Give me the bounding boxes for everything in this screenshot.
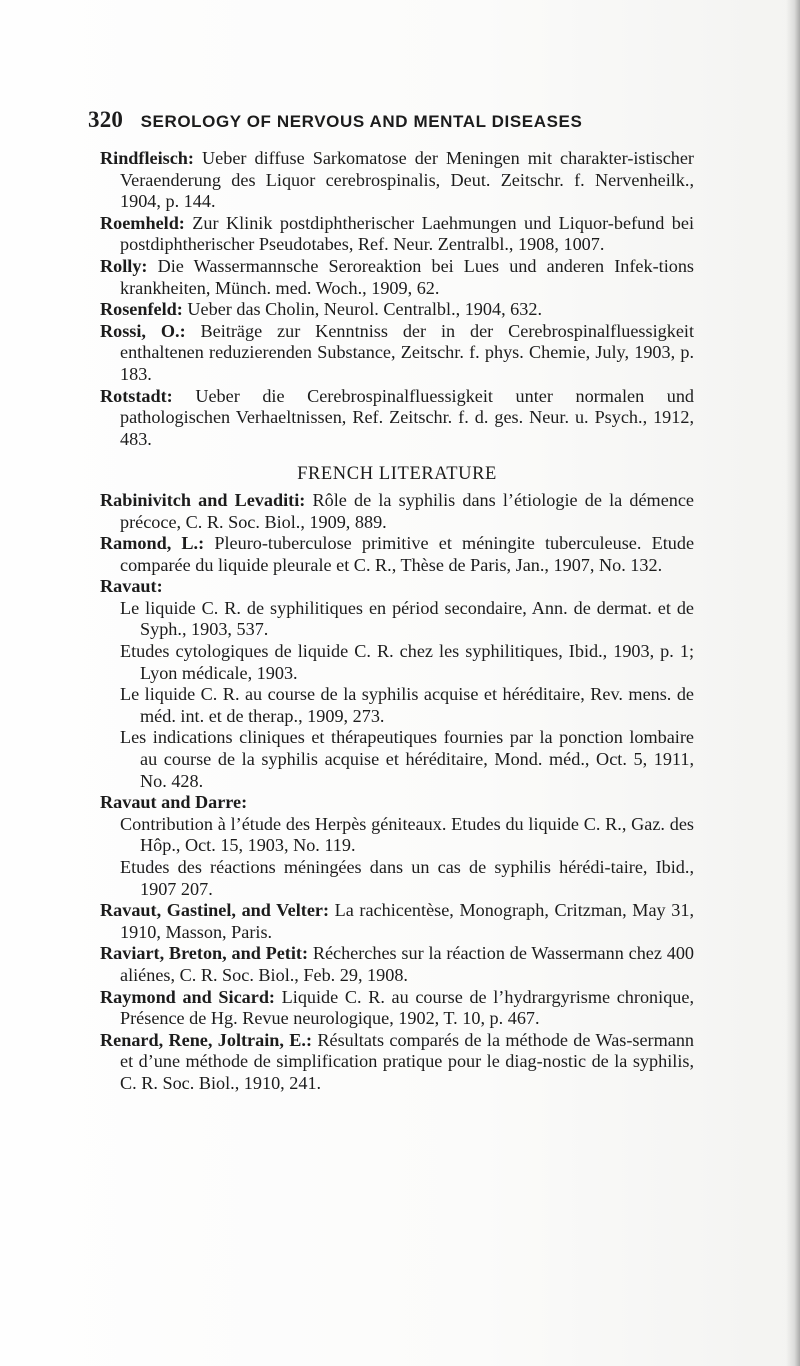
- bib-text: Ueber das Cholin, Neurol. Centralbl., 1904, 632.: [187, 299, 543, 320]
- bib-author: Rindfleisch:: [100, 148, 194, 168]
- bib-text: Rôle de la syphilis dans l’étiologie de la démence précoce, C. R. Soc. Biol., 1909, 889.: [120, 489, 695, 532]
- bib-entry: [100, 1030, 694, 1095]
- french-entries: [100, 490, 694, 1095]
- bib-subentry: Etudes cytologiques de liquide C. R. chez les syphilitiques, Ibid., 1903, p. 1; Lyon médicale, 1903.: [120, 641, 694, 683]
- bib-author: Raviart, Breton, and Petit:: [100, 943, 309, 964]
- bib-text: Beiträge zur Kenntniss der in der Cerebrospinalfluessigkeit enthaltenen reduzierenden Substance, Zeitschr. f. phys. Chemie, July, 1903, p. 183.: [120, 320, 695, 384]
- bib-author: Ravaut and Darre:: [100, 792, 248, 813]
- bib-entry: [100, 792, 694, 814]
- bib-text: Ueber die Cerebrospinalfluessigkeit unter normalen und pathologischen Verhaeltnissen, Ref. Zeitschr. f. d. ges. Neur. u. Psych., 1912, 483.: [120, 385, 695, 449]
- bib-subentry: Les indications cliniques et thérapeutiques fournies par la ponction lombaire au course de la syphilis acquise et héréditaire, Mond. méd., Oct. 5, 1911, No. 428.: [120, 727, 694, 791]
- page-number: 320: [88, 107, 124, 132]
- bib-text: Zur Klinik postdiphtherischer Laehmungen und Liquor-befund bei postdiphtherischer Pseudotabes, Ref. Neur. Zentralbl., 1908, 1007.: [120, 212, 694, 255]
- bib-author: Rosenfeld:: [100, 299, 183, 320]
- bib-author: Ravaut, Gastinel, and Velter:: [100, 900, 330, 921]
- bib-text: Pleuro-tuberculose primitive et méningite tuberculeuse. Etude comparée du liquide pleurale et C. R., Thèse de Paris, Jan., 1907, No. 132.: [120, 533, 695, 575]
- bib-text: La rachicentèse, Monograph, Critzman, May 31, 1910, Masson, Paris.: [120, 900, 694, 942]
- bib-entry: [100, 256, 694, 299]
- bib-text: Liquide C. R. au course de l’hydrargyrisme chronique, Présence de Hg. Revue neurologique, 1902, T. 10, p. 467.: [120, 986, 695, 1029]
- bib-entry: [100, 148, 694, 213]
- bib-author: Renard, Rene, Joltrain, E.:: [100, 1029, 313, 1050]
- page-edge-shadow: [786, 0, 800, 1366]
- bib-author: Rolly:: [100, 255, 148, 276]
- bib-text: Résultats comparés de la méthode de Was-sermann et d’une méthode de simplification pratique pour le diag-nostic de la syphilis, C. R. Soc. Biol., 1910, 241.: [120, 1029, 695, 1093]
- bib-entry: [100, 900, 694, 943]
- bib-subentry: Le liquide C. R. de syphilitiques en périod secondaire, Ann. de dermat. et de Syph., 1903, 537.: [120, 597, 694, 640]
- bib-author: Rossi, O.:: [100, 320, 186, 341]
- bib-author: Ramond, L.:: [100, 533, 205, 554]
- bib-subentry: Etudes des réactions méningées dans un cas de syphilis hérédi-taire, Ibid., 1907 207.: [120, 857, 694, 899]
- bib-text: Die Wassermannsche Seroreaktion bei Lues und anderen Infek-tions krankheiten, Münch. med. Woch., 1909, 62.: [120, 255, 695, 298]
- bib-entry: [100, 533, 694, 576]
- bib-entry: [100, 321, 694, 386]
- bib-text: Récherches sur la réaction de Wassermann chez 400 aliénes, C. R. Soc. Biol., Feb. 29, 1908.: [120, 943, 695, 985]
- bib-entry: [100, 490, 694, 533]
- bib-author: Rotstadt:: [100, 385, 173, 406]
- bib-author: Rabinivitch and Levaditi:: [100, 489, 306, 510]
- section-heading-french: FRENCH LITERATURE: [297, 464, 497, 485]
- page-header: [88, 107, 708, 133]
- bib-entry: [100, 386, 694, 451]
- bibliography: [100, 148, 694, 1095]
- german-entries: [100, 148, 694, 450]
- bib-text: Ueber diffuse Sarkomatose der Meningen mit charakter-istischer Veraenderung des Liquor cerebrospinalis, Deut. Zeitschr. f. Nervenheilk., 1904, p. 144.: [120, 148, 694, 212]
- bib-author: Ravaut:: [100, 576, 163, 597]
- running-title: SEROLOGY OF NERVOUS AND MENTAL DISEASES: [140, 112, 583, 131]
- bib-entry: [100, 943, 694, 986]
- bib-author: Raymond and Sicard:: [100, 986, 275, 1007]
- bib-author: Roemheld:: [100, 212, 185, 233]
- bib-entry: [100, 299, 694, 321]
- bib-subentry: Le liquide C. R. au course de la syphilis acquise et héréditaire, Rev. mens. de méd. int. et de therap., 1909, 273.: [120, 684, 694, 726]
- bib-subentry: Contribution à l’étude des Herpès géniteaux. Etudes du liquide C. R., Gaz. des Hôp., Oct. 15, 1903, No. 119.: [120, 813, 694, 856]
- bib-entry: [100, 213, 694, 256]
- bib-entry: [100, 987, 694, 1030]
- bib-entry: [100, 576, 694, 598]
